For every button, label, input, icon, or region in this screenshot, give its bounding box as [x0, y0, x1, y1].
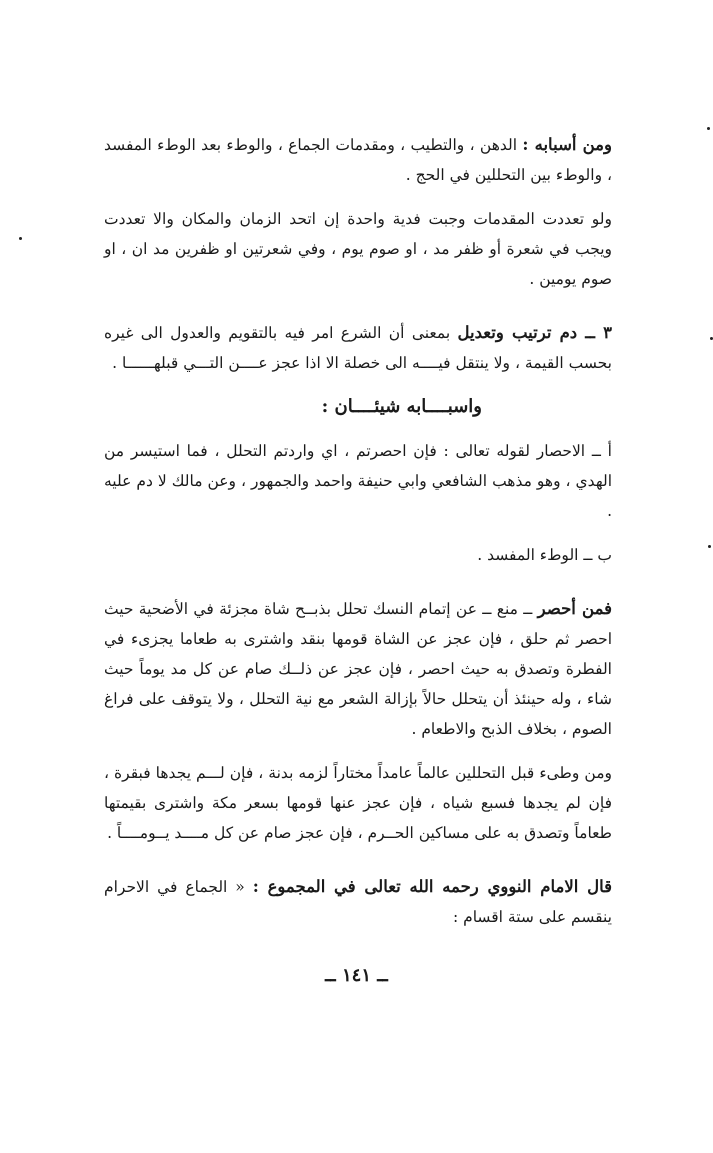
paragraph-lead: قال الامام النووي رحمه الله تعالى في المجموع : [252, 877, 612, 896]
scan-speck [707, 127, 710, 130]
paragraph-tartib-tadil [104, 318, 612, 378]
paragraph-lead: ومن أسبابه : [522, 135, 612, 154]
paragraph-text: « الجماع في الاحرام ينقسم على ستة اقسام : [104, 878, 612, 926]
paragraph-text: ــ منع ــ عن إتمام النسك تحلل بذبــح شاة مجزئة في الأضحية حيث احصر ثم حلق ، فإن عجز عن الشاة قومها بنقد واشترى به طعاما يجزىء في الفطرة وتصدق به حيث احصر ، فإن عجز عن ذلــك صام عن كل مد يوماً حيث شاء ، وله حينئذ أن يتحلل حالاً بإزالة الشعر مع نية التحلل ، ولا يتوقف على فراغ الصوم ، بخلاف الذبح والاطعام . [104, 600, 612, 738]
paragraph-wat-mufsid [104, 540, 612, 570]
paragraph-muhsar-ruling [104, 594, 612, 744]
paragraph-wat-ruling [104, 758, 612, 848]
paragraph-text: أ ــ الاحصار لقوله تعالى : فإن احصرتم ، اي واردتم التحلل ، فما استيسر من الهدي ، وهو مذهب الشافعي وابي حنيفة واحمد والجمهور ، وعن مالك لا دم عليه . [104, 442, 612, 520]
paragraph-causes [104, 130, 612, 190]
page-body [104, 130, 612, 932]
paragraph-text: الدهن ، والتطيب ، ومقدمات الجماع ، والوطء بعد الوطء المفسد ، والوطء بين التحللين في الحج . [104, 136, 612, 184]
paragraph-text: ومن وطىء قبل التحللين عالماً عامداً مختاراً لزمه بدنة ، فإن لـــم يجدها فبقرة ، فإن لم يجدها فسبع شياه ، فإن عجز عنها قومها بسعر مكة واشترى بقيمتها طعاماً وتصدق به على مساكين الحــرم ، فإن عجز صام عن كل مــــد يــومــــاً . [104, 764, 612, 842]
paragraph-nawawi-quote [104, 872, 612, 932]
page-number: ــ ١٤١ ــ [325, 965, 388, 986]
scan-speck [708, 545, 711, 548]
paragraph-multiple-acts [104, 204, 612, 294]
paragraph-lead: ٣ ــ دم ترتيب وتعديل [457, 323, 612, 342]
paragraph-text: ولو تعددت المقدمات وجبت فدية واحدة إن اتحد الزمان والمكان والا تعددت ويجب في شعرة أو ظفر مد ، او صوم يوم ، وفي شعرتين او ظفرين مد ان ، او صوم يومين . [104, 210, 612, 288]
section-heading: واسبــــابه شيئــــان : [321, 396, 482, 417]
paragraph-lead: فمن أحصر [537, 599, 613, 618]
paragraph-text: ب ــ الوطء المفسد . [477, 546, 612, 564]
scan-speck [19, 237, 22, 240]
paragraph-ihsar [104, 436, 612, 526]
paragraph-text: بمعنى أن الشرع امر فيه بالتقويم والعدول الى غيره بحسب القيمة ، ولا ينتقل فيــــه الى خصلة الا اذا عجز عــــن التـــي قبلهــــــا . [104, 324, 612, 372]
